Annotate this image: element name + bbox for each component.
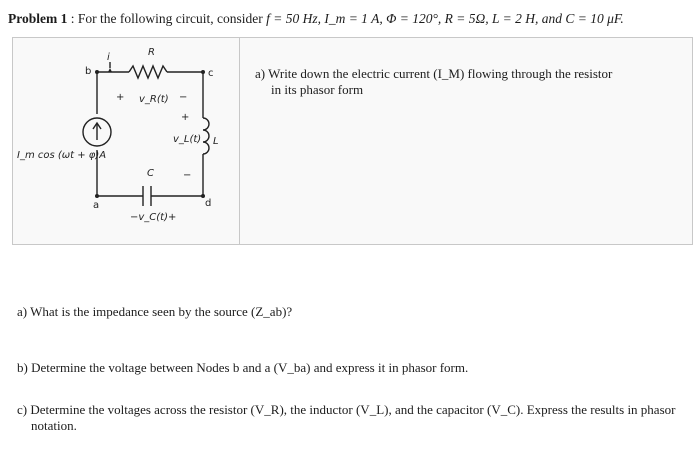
vc-label: −v_C(t)+ <box>130 212 177 223</box>
node-a-dot <box>95 194 99 198</box>
node-c-label: c <box>208 68 214 79</box>
problem-header <box>8 10 696 28</box>
figure-question-a-line2: in its phasor form <box>271 82 364 97</box>
question-c-line1: c) Determine the voltages across the resistor (V_R), the inductor (V_L), and the capacitor (V_C). Express the results in phasor <box>17 402 676 417</box>
question-a: a) What is the impedance seen by the source (Z_ab)? <box>17 304 293 319</box>
problem-intro: : For the following circuit, consider <box>70 11 263 26</box>
question-b: b) Determine the voltage between Nodes b and a (V_ba) and express it in phasor form. <box>17 360 469 375</box>
figure-question-a <box>255 66 675 98</box>
vl-plus: + <box>181 112 190 123</box>
vl-minus: − <box>183 170 192 181</box>
vl-label: v_L(t) <box>173 134 202 145</box>
question-c <box>17 402 687 434</box>
question-c-line2: notation. <box>31 418 77 433</box>
vr-label: v_R(t) <box>139 94 169 105</box>
node-b-dot <box>95 70 99 74</box>
source-label: I_m cos (ωt + φ)A <box>17 150 107 161</box>
node-b-label: b <box>85 66 92 77</box>
node-c-dot <box>201 70 205 74</box>
figure-question-a-line1: a) Write down the electric current (I_M) flowing through the resistor <box>255 66 613 81</box>
node-a-label: a <box>93 200 100 211</box>
inductor <box>203 118 209 154</box>
current-arrow-head <box>108 68 112 72</box>
circuit-diagram <box>13 38 240 244</box>
node-d-label: d <box>205 198 212 209</box>
problem-label: Problem 1 <box>8 11 68 26</box>
problem-givens: f = 50 Hz, I_m = 1 A, Φ = 120°, R = 5Ω, L = 2 H, and C = 10 μF. <box>266 11 624 26</box>
vr-plus: + <box>116 92 125 103</box>
resistor <box>129 66 167 78</box>
vr-minus: − <box>179 92 188 103</box>
label-i: i <box>107 52 110 63</box>
label-R: R <box>148 47 155 58</box>
figure-box <box>12 37 693 245</box>
label-C: C <box>147 168 154 179</box>
label-L: L <box>213 136 219 147</box>
circuit-svg <box>13 38 239 244</box>
